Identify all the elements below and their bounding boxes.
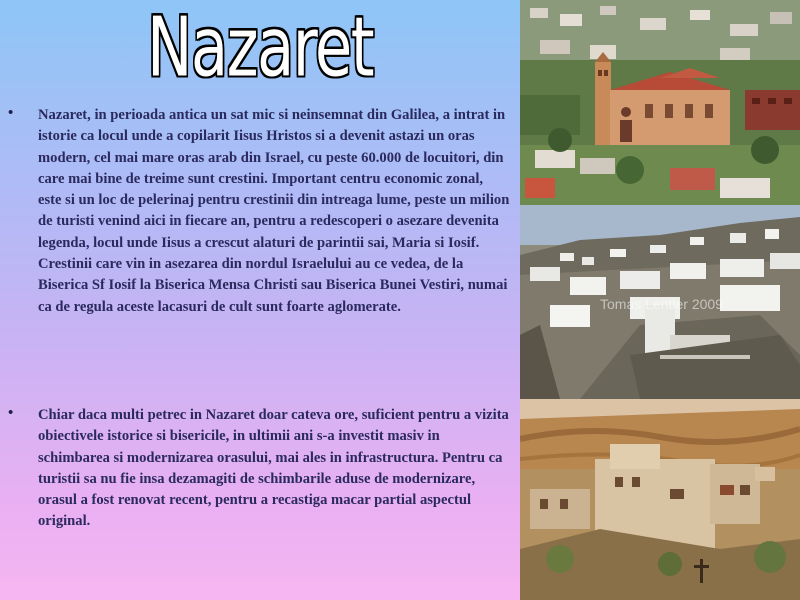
bullet-icon: • (8, 105, 14, 121)
photo-watermark: Tomas Lentler 2009 (600, 296, 723, 312)
bullet-text: Nazaret, in perioada antica un sat mic si neinsemnat din Galilea, a intrat in istorie ca locul unde a copilarit Iisus Hristos si a devenit astazi un oras modern, cel mai mare oras arab din Israel, cu peste 60.000 de locuitori, din care mai bine de treime sunt crestini. Important centru economic zonal, este si un loc de pelerinaj pentru crestinii din intreaga lume, peste un milion de turisti venind aici in fiecare an, pentru a redescoperi o asezare devenita legenda, locul unde Iisus a crescut alaturi de parintii sai, Maria si Iosif. Crestinii care vin in asezarea din nordul Israelului au ce vedea, de la Biserica Sf Iosif la Biserica Mensa Christi sau Biserica Bunei Vestiri, numai ca de regula aceste lacasuri de cult sunt foarte aglomerate. (38, 107, 510, 315)
photo-column (520, 0, 800, 600)
bullet-text: Chiar daca multi petrec in Nazaret doar cateva ore, suficient pentru a vizita obiectivele istorice si bisericile, in ultimii ani s-a investit masiv in schimbarea si modernizarea orasului, mai ales in infrastructura. Pentru ca turistii sa nu fie insa dezamagiti de schimbarile aduse de modernizare, orasul a fost renovat recent, pentru a recastiga macar partial aspectul original. (38, 407, 509, 530)
photo-hillside-village (520, 205, 800, 399)
photo-nazareth-basilica (520, 0, 800, 205)
slide-title: Nazaret (146, 0, 374, 95)
bullet-icon: • (8, 405, 14, 421)
photo-cliff-monastery (520, 399, 800, 600)
